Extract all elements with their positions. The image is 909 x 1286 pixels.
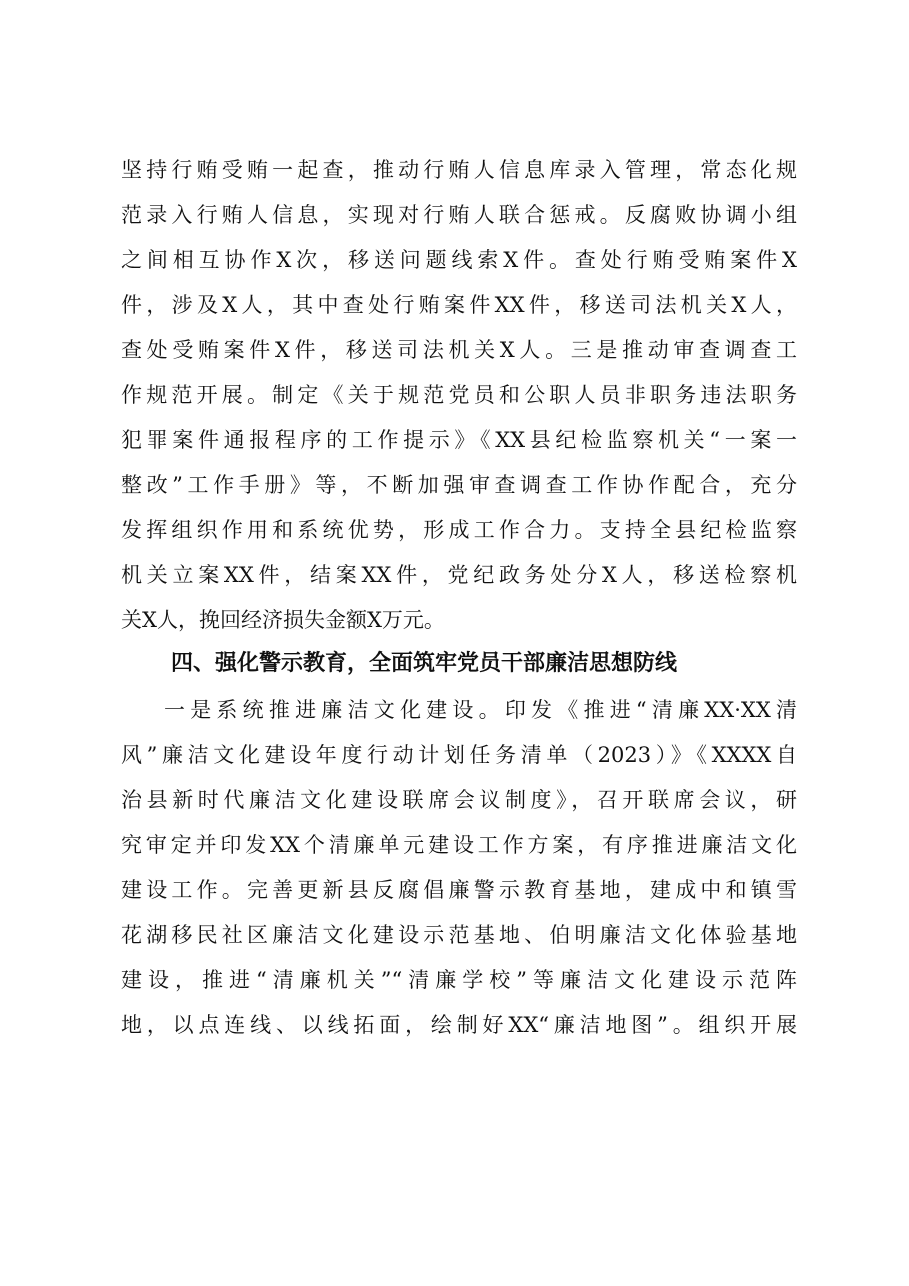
paragraph-line: 花湖移民社区廉洁文化建设示范基地、伯明廉洁文化体验基地 (121, 923, 797, 947)
paragraph-line: 一是系统推进廉洁文化建设。印发《推进“清廉XX·XX清 (164, 698, 797, 722)
paragraph-line: 建设，推进“清廉机关”“清廉学校”等廉洁文化建设示范阵 (121, 968, 797, 992)
paragraph-line: 作规范开展。制定《关于规范党员和公职人员非职务违法职务 (121, 383, 797, 407)
paragraph-line: 整改”工作手册》等，不断加强审查调查工作协作配合，充分 (121, 473, 797, 497)
section-heading: 四、强化警示教育，全面筑牢党员干部廉洁思想防线 (171, 651, 678, 676)
paragraph-line: 地，以点连线、以线拓面，绘制好XX“廉洁地图”。组织开展 (121, 1013, 797, 1037)
paragraph-line: 治县新时代廉洁文化建设联席会议制度》，召开联席会议，研 (121, 788, 797, 812)
paragraph-line: 究审定并印发XX个清廉单元建设工作方案，有序推进廉洁文化 (121, 833, 797, 857)
paragraph-line: 建设工作。完善更新县反腐倡廉警示教育基地，建成中和镇雪 (121, 878, 797, 902)
paragraph-line: 范录入行贿人信息，实现对行贿人联合惩戒。反腐败协调小组 (121, 203, 797, 227)
paragraph-line: 关X人，挽回经济损失金额X万元。 (121, 608, 445, 632)
paragraph-line: 之间相互协作X次，移送问题线索X件。查处行贿受贿案件X (121, 248, 797, 272)
paragraph-line: 件，涉及X人，其中查处行贿案件XX件，移送司法机关X人， (121, 293, 797, 317)
paragraph-line: 犯罪案件通报程序的工作提示》《XX县纪检监察机关“一案一 (121, 428, 797, 452)
paragraph-line: 坚持行贿受贿一起查，推动行贿人信息库录入管理，常态化规 (121, 158, 797, 182)
paragraph-line: 查处受贿案件X件，移送司法机关X人。三是推动审查调查工 (121, 338, 797, 362)
paragraph-line: 发挥组织作用和系统优势，形成工作合力。支持全县纪检监察 (121, 518, 797, 542)
paragraph-line: 风”廉洁文化建设年度行动计划任务清单（2023）》《XXXX自 (121, 743, 797, 767)
paragraph-line: 机关立案XX件，结案XX件，党纪政务处分X人，移送检察机 (121, 563, 797, 587)
